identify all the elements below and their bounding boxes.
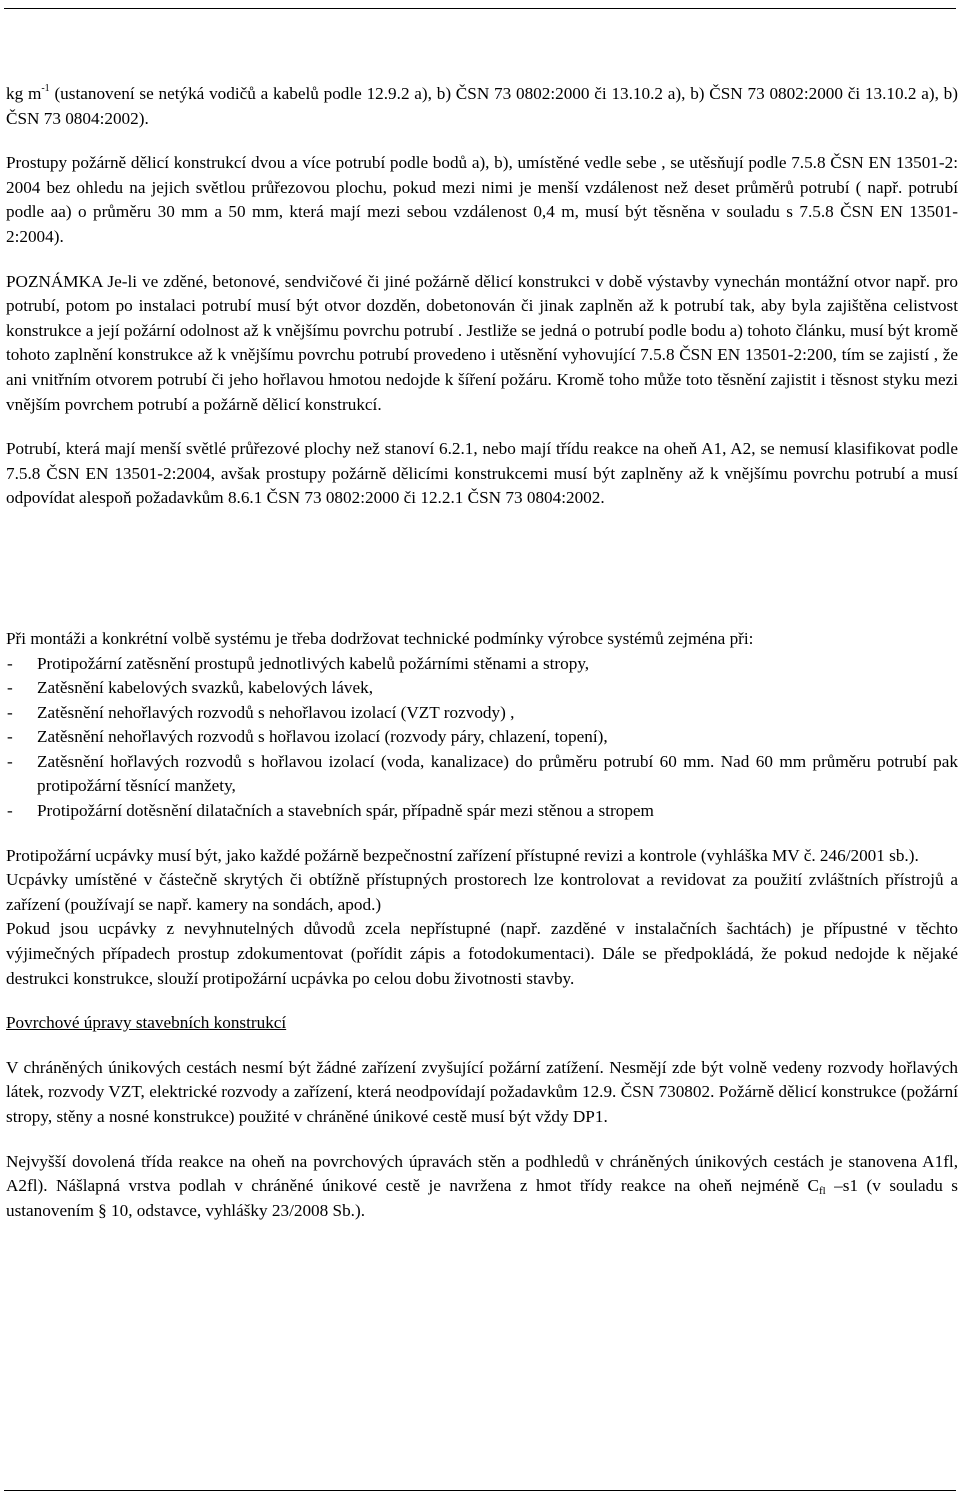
top-rule [4,8,956,9]
paragraph-escape-routes: V chráněných únikových cestách nesmí být žádné zařízení zvyšující požární zatížení. Nesmějí zde být volně vedeny rozvody hořlavých látek, rozvody VZT, elektrické rozvody a zařízení, která neodpovídají požadavkům 12.9. ČSN 730802. Požárně dělicí konstrukce (požární stropy, stěny a nosné konstrukce) použité v chráněné únikové cestě musí být vždy DP1. [6,1057,958,1126]
paragraph-hidden-seals: Ucpávky umístěné v částečně skrytých či obtížně přístupných prostorech lze kontrolovat a revidovat za použití zvláštních přístrojů a zařízení (používají se např. kamery na sondách, apod.) [6,870,958,914]
bottom-rule [4,1490,956,1491]
paragraph-inspection: Protipožární ucpávky musí být, jako každé požárně bezpečnostní zařízení přístupné revizi a kontrole (vyhláška MV č. 246/2001 sb.). [6,845,919,865]
superscript: -1 [41,83,50,94]
paragraph-installation-intro: Při montáži a konkrétní volbě systému je třeba dodržovat technické podmínky výrobce systémů zejména při: [6,628,754,648]
paragraph-note: POZNÁMKA Je-li ve zděné, betonové, sendvičové či jiné požárně dělicí konstrukci v době výstavby vynechán montážní otvor např. pro potrubí, potom po instalaci potrubí musí být otvor dozděn, dobetonován či jinak zaplněn až k potrubí tak, aby byla zajištěna celistvost konstrukce a její požární odolnost až k vnějšímu povrchu potrubí . Jestliže se jedná o potrubí podle bodu a) tohoto článku, musí být kromě tohoto zaplnění konstrukce až k vnějšímu povrchu potrubí provedeno i utěsnění vyhovující 7.5.8 ČSN EN 13501-2:200, tím se zajistí , že ani vnitřním otvorem potrubí či jeho hořlavou hmotou nedojde k šíření požáru. Kromě toho může toto těsnění zajistit i těsnost styku mezi vnějším povrchem potrubí a požárně dělicí konstrukcí. [6,271,958,414]
paragraph-inaccessible-seals: Pokud jsou ucpávky z nevyhnutelných důvodů zcela nepřístupné (např. zazděné v instalačních šachtách) je přípustné v těchto výjimečných případech prostup zdokumentovat (pořídit zápis a fotodokumentaci). Dále se předpokládá, že pokud nedojde k nějaké destrukci konstrukce, slouží protipožární ucpávka po celou dobu životnosti stavby. [6,919,958,988]
installation-list [6,652,958,824]
paragraph-pipe-penetrations: Prostupy požárně dělicí konstrukcí dvou a více potrubí podle bodů a), b), umístěné vedle sebe , se utěsňují podle 7.5.8 ČSN EN 13501-2: 2004 bez ohledu na jejich světlou průřezovou plochu, pokud mezi nimi je menší vzdálenost než deset průměrů potrubí ( např. potrubí podle aa) o průměru 30 mm a 50 mm, která mají mezi sebou vzdálenost 0,4 m, musí být těsněna v souladu s 7.5.8 ČSN EN 13501-2:2004). [6,153,958,246]
list-item: - Zatěsnění kabelových svazků, kabelových lávek, [6,676,958,701]
paragraph-reaction-class: Nejvyšší dovolená třída reakce na oheň na povrchových úpravách stěn a podhledů v chráněných únikových cestách je stanovena A1fl, A2fl). Nášlapná vrstva podlah v chráněné únikové cestě je navržena z hmot třídy reakce na oheň nejméně $C_{fl}$ –s1 (v souladu s ustanovením § 10, odstavce, vyhlášky 23/2008 Sb.). [6,1151,958,1220]
list-item: - Protipožární dotěsnění dilatačních a stavebních spár, případně spár mezi stěnou a stropem [6,799,958,824]
list-item: - Zatěsnění hořlavých rozvodů s hořlavou izolací (voda, kanalizace) do průměru potrubí 60 mm. Nad 60 mm průměru potrubí pak protipožární těsnící manžety, [6,750,958,799]
paragraph-small-pipes: Potrubí, která mají menší světlé průřezové plochy než stanoví 6.2.1, nebo mají třídu reakce na oheň A1, A2, se nemusí klasifikovat podle 7.5.8 ČSN EN 13501-2:2004, avšak prostupy požárně dělicími konstrukcemi musí být zaplněny až k vnějšímu povrchu potrubí a musí odpovídat alespoň požadavkům 8.6.1 ČSN 73 0802:2000 či 12.2.1 ČSN 73 0804:2002. [6,439,958,508]
list-item: - Protipožární zatěsnění prostupů jednotlivých kabelů požárními stěnami a stropy, [6,652,958,677]
section-heading: Povrchové úpravy stavebních konstrukcí [6,1013,287,1033]
list-item: - Zatěsnění nehořlavých rozvodů s hořlavou izolací (rozvody páry, chlazení, topení), [6,725,958,750]
document-body [6,82,958,1223]
subscript: fl [818,1185,826,1198]
paragraph-exception-note: kg $m^{-1}$ (ustanovení se netýká vodičů a kabelů podle 12.9.2 a), b) ČSN 73 0802:2000 či 13.10.2 a), b) ČSN 73 0802:2000 či 13.10.2 a), b) ČSN 73 0804:2002). [6,83,958,128]
list-item: - Zatěsnění nehořlavých rozvodů s nehořlavou izolací (VZT rozvody) , [6,701,958,726]
